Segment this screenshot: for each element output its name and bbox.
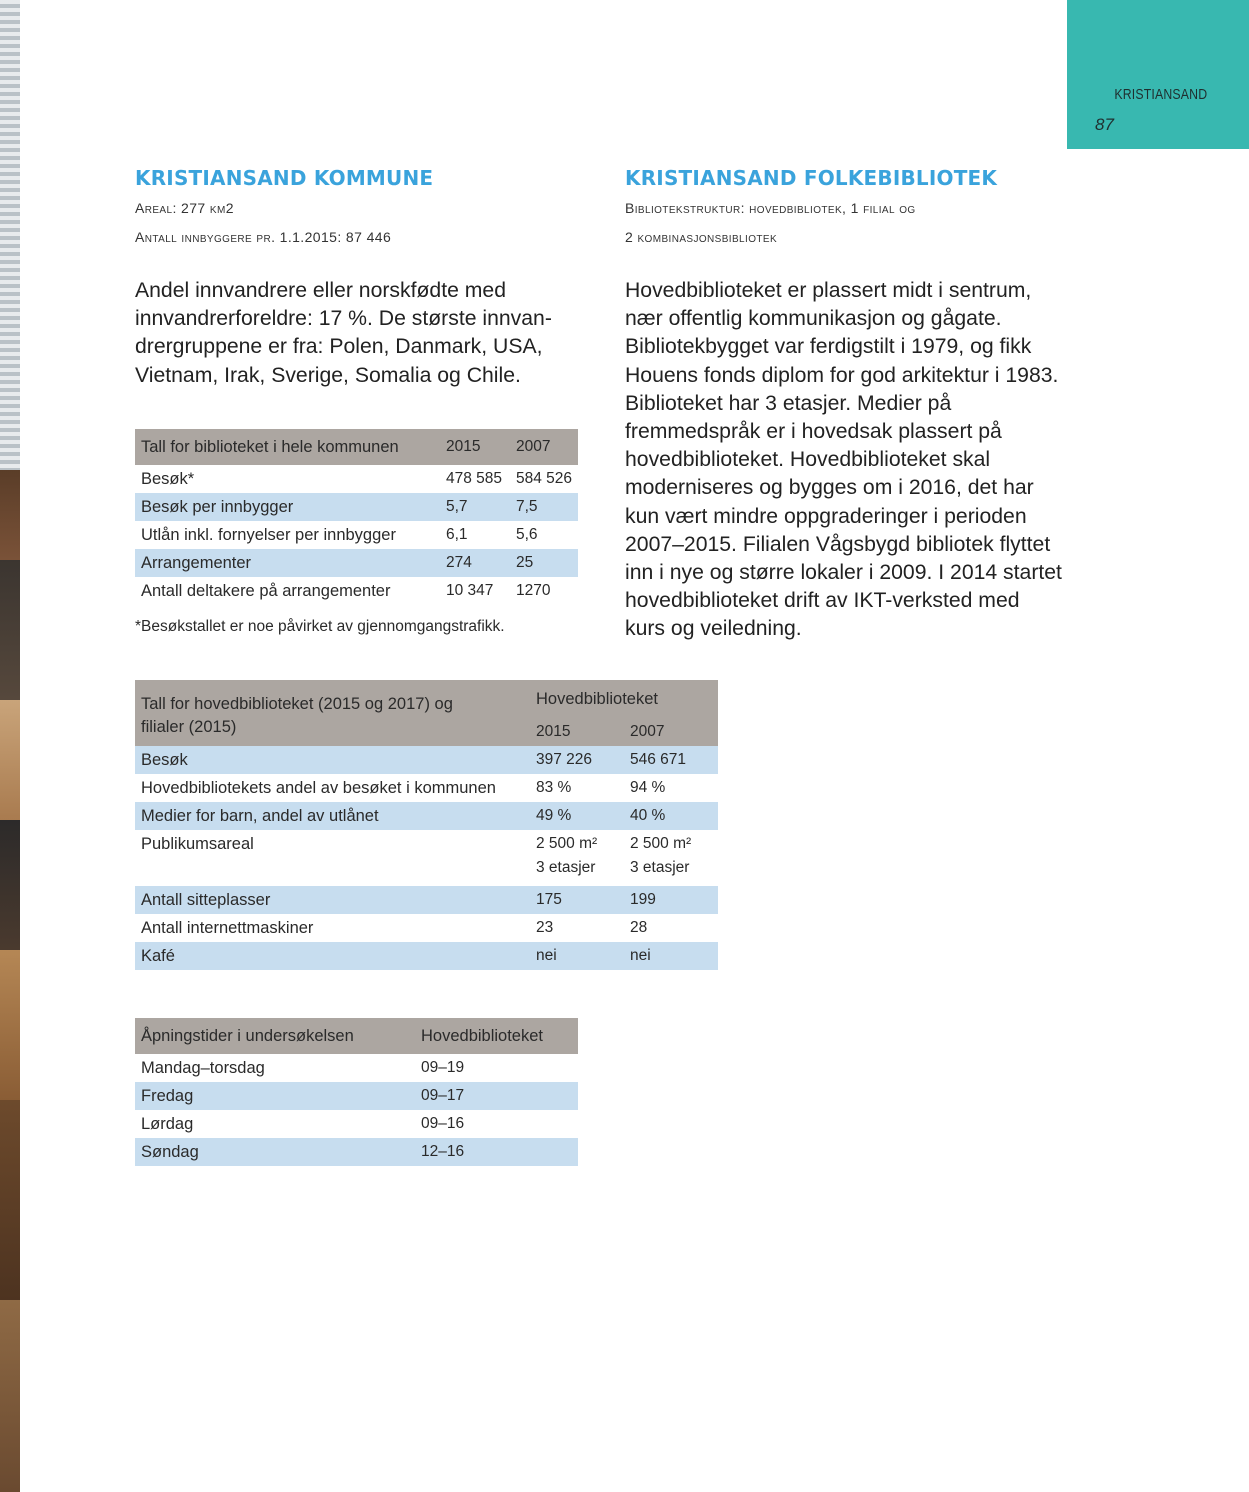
table2-header-group: Hovedbiblioteket: [530, 680, 718, 718]
row-label: Besøk: [135, 746, 530, 774]
publikumsareal-2015: 2 500 m²: [536, 835, 598, 852]
row-label: Hovedbibliotekets andel av besøket i kommunen: [141, 779, 496, 797]
row-day: Mandag–torsdag: [141, 1059, 265, 1077]
table-row: [135, 746, 718, 774]
table-row: [135, 1054, 578, 1082]
row-value-2015: 23: [536, 919, 554, 936]
table-opening-hours: [135, 1018, 578, 1166]
row-value-2015: 83 %: [536, 779, 572, 796]
table-row: [135, 1110, 578, 1138]
table-kommune-stats: [135, 429, 578, 605]
kommune-innbyggere: Antall innbyggere pr. 1.1.2015: 87 446: [135, 229, 392, 245]
bibliotekstruktur-line1: Bibliotekstruktur: hovedbibliotek, 1 filial og: [625, 200, 916, 216]
table-row: [135, 1082, 578, 1110]
row-value-2007: 199: [624, 886, 718, 914]
table2-header-line2: filialer (2015): [141, 718, 237, 736]
folkebibliotek-body: Hovedbiblioteket er plassert midt i sentrum, nær offentlig kommunikasjon og gågate. Bibliotekbygget var ferdigstilt i 1979, og fikk Houens fonds diplom for god arkitektur i 1983. Biblioteket har 3 etasjer. Medier på fremmedspråk er i hovedsak plassert på hovedbiblioteket. Hovedbiblioteket skal moderniseres og bygges om i 2016, det har kun vært mindre oppgraderinger i perioden 2007–2015. Filialen Vågsbygd bibliotek flyttet inn i nye og større lokaler i 2009. I 2014 startet hovedbiblioteket drift av IKT-verksted med kurs og veiledning.: [625, 279, 1062, 641]
row-day: Lørdag: [141, 1115, 194, 1133]
row-value-2015: 6,1: [445, 526, 468, 543]
table-row: [135, 802, 718, 830]
table-row: [135, 942, 718, 970]
side-photo: [0, 0, 20, 1492]
table2-header-2015: 2015: [530, 718, 624, 746]
table3-header-hovedbibliotek: Hovedbiblioteket: [415, 1018, 578, 1054]
row-value-2015: 5,7: [440, 493, 510, 521]
row-value-2007: 94 %: [630, 779, 666, 796]
table3-header-label: Åpningstider i undersøkelsen: [135, 1018, 415, 1054]
chapter-tab: [1067, 0, 1249, 149]
row-value-2007: 40 %: [624, 802, 718, 830]
table-row: [135, 493, 578, 521]
row-label: Kafé: [135, 942, 530, 970]
table-row: [135, 577, 578, 605]
etasjer-2007: 3 etasjer: [630, 859, 690, 876]
kommune-intro: Andel innvandrere eller norskfødte med innvandrerforeldre: 17 %. De største innvandrergruppene er fra: Polen, Danmark, USA, Vietnam, Irak, Sverige, Somalia og Chile.: [135, 279, 552, 387]
row-value-2007: 546 671: [624, 746, 718, 774]
folkebibliotek-heading: KRISTIANSAND FOLKEBIBLIOTEK: [625, 166, 998, 190]
row-value-2015: 274: [440, 549, 510, 577]
table1-footnote: *Besøkstallet er noe påvirket av gjennomgangstrafikk.: [135, 618, 505, 635]
row-label: Besøk*: [141, 470, 195, 488]
row-value-2007: [624, 830, 718, 886]
publikumsareal-2007: 2 500 m²: [630, 835, 692, 852]
row-hours: 09–16: [421, 1115, 465, 1132]
table-row: [135, 830, 718, 886]
row-value-2015: 49 %: [530, 802, 624, 830]
table-row: [135, 521, 578, 549]
chapter-title: KRISTIANSAND: [1114, 86, 1207, 103]
row-value-2007: 7,5: [510, 493, 578, 521]
kommune-areal: Areal: 277 km2: [135, 200, 234, 216]
row-value-2015: 478 585: [445, 470, 502, 487]
row-hours: 12–16: [415, 1138, 578, 1166]
table1-header-2007: 2007: [510, 429, 578, 465]
table1-header-2015: 2015: [440, 429, 510, 465]
row-value-2007: 28: [630, 919, 648, 936]
row-label: Medier for barn, andel av utlånet: [135, 802, 530, 830]
table-hovedbibliotek-stats: [135, 680, 718, 970]
row-label: Publikumsareal: [141, 835, 254, 853]
row-label: Antall internettmaskiner: [141, 919, 314, 937]
row-label: Arrangementer: [135, 549, 440, 577]
kommune-heading: KRISTIANSAND KOMMUNE: [135, 166, 434, 190]
row-day: Fredag: [135, 1082, 415, 1110]
table2-header-2007: 2007: [624, 718, 718, 746]
page-number: 87: [1095, 115, 1114, 134]
row-value-2015: 175: [530, 886, 624, 914]
row-value-2015: 397 226: [530, 746, 624, 774]
bibliotekstruktur-line2: 2 kombinasjonsbibliotek: [625, 229, 778, 245]
row-value-2015: 10 347: [445, 582, 494, 599]
row-label: Besøk per innbygger: [135, 493, 440, 521]
table2-header-label: [135, 680, 530, 746]
table-row: [135, 465, 578, 493]
table-row: [135, 914, 718, 942]
row-value-2015: [530, 830, 624, 886]
table1-header-label: Tall for biblioteket i hele kommunen: [135, 429, 440, 465]
table2-header-line1: Tall for hovedbiblioteket (2015 og 2017) og: [141, 695, 453, 713]
row-value-2007: 584 526: [515, 470, 572, 487]
table-row: [135, 886, 718, 914]
row-hours: 09–19: [421, 1059, 465, 1076]
row-value-2007: 1270: [515, 582, 551, 599]
row-day: Søndag: [135, 1138, 415, 1166]
row-label: Utlån inkl. fornyelser per innbygger: [141, 526, 396, 544]
row-value-2007: nei: [624, 942, 718, 970]
etasjer-2015: 3 etasjer: [536, 859, 596, 876]
table-row: [135, 774, 718, 802]
table-row: [135, 549, 578, 577]
row-value-2015: nei: [530, 942, 624, 970]
row-label: Antall deltakere på arrangementer: [141, 582, 391, 600]
row-value-2007: 25: [510, 549, 578, 577]
row-label: Antall sitteplasser: [135, 886, 530, 914]
table-row: [135, 1138, 578, 1166]
row-hours: 09–17: [415, 1082, 578, 1110]
row-value-2007: 5,6: [515, 526, 538, 543]
